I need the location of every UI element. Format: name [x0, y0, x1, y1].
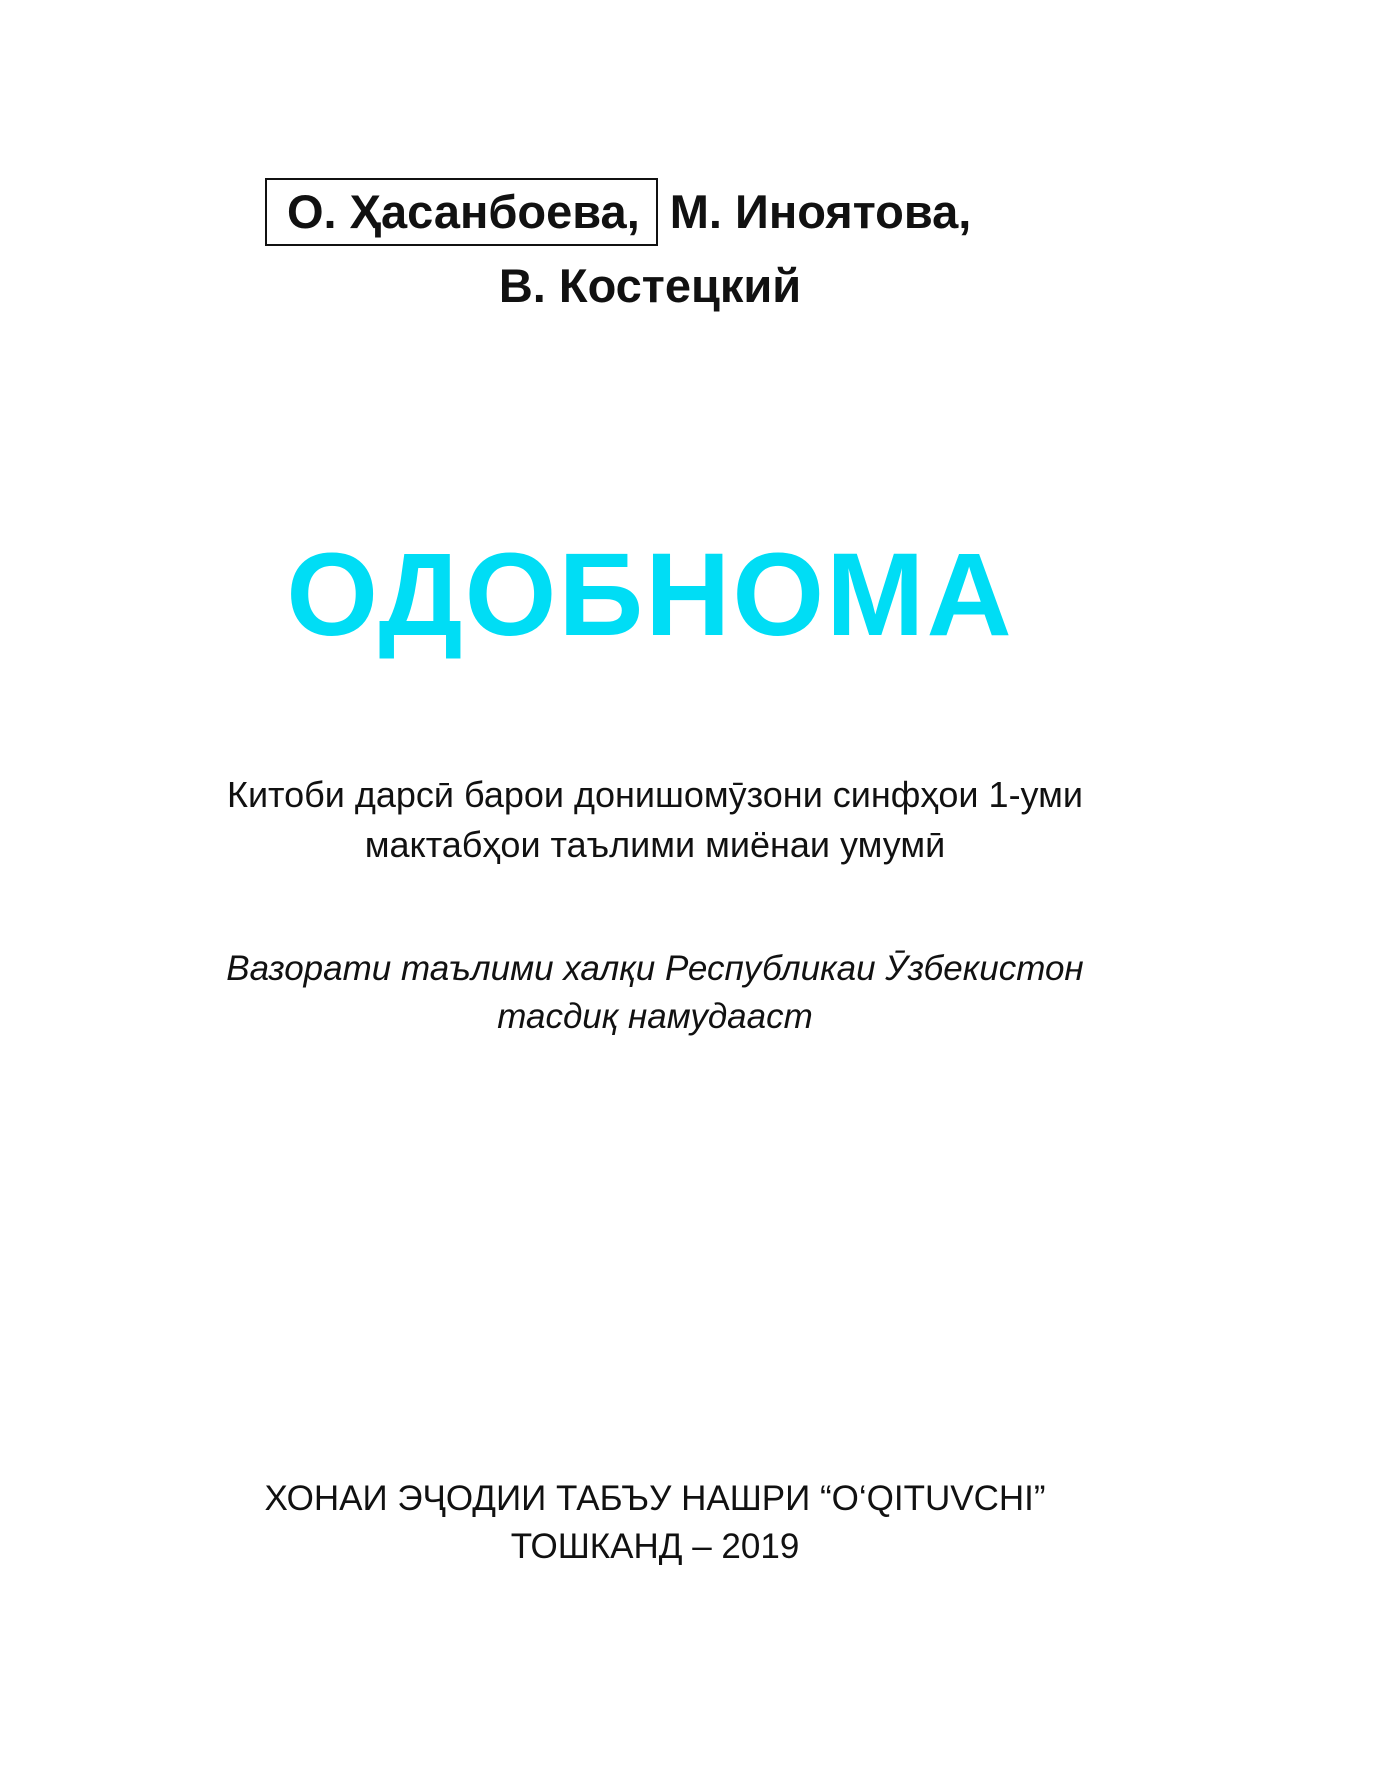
approval-line-2: тасдиқ намудааст	[497, 997, 813, 1036]
approval-note	[0, 945, 1310, 1041]
publisher-name: ХОНАИ ЭҶОДИИ ТАБЪУ НАШРИ “O‘QITUVCHI”	[264, 1479, 1046, 1518]
publisher-place-year: ТОШКАНД – 2019	[510, 1527, 800, 1566]
author-kostetsky: В. Костецкий	[498, 259, 802, 312]
book-title: ОДОБНОМА	[286, 529, 1014, 661]
approval-line-1: Вазорати таълими халқи Республикаи Ӯзбекистон	[226, 949, 1084, 988]
author-hasanboeva: О. Ҳасанбоева,	[265, 178, 658, 246]
publisher-block	[0, 1475, 1310, 1571]
author-inoyatova: М. Иноятова,	[669, 185, 972, 238]
subtitle-line-2: мактабҳои таълими миёнаи умумӣ	[364, 824, 946, 865]
subtitle-line-1: Китоби дарсӣ барои донишомӯзони синфҳои 1-уми	[226, 774, 1084, 815]
authors-line-1	[265, 178, 971, 246]
book-subtitle	[0, 770, 1310, 870]
